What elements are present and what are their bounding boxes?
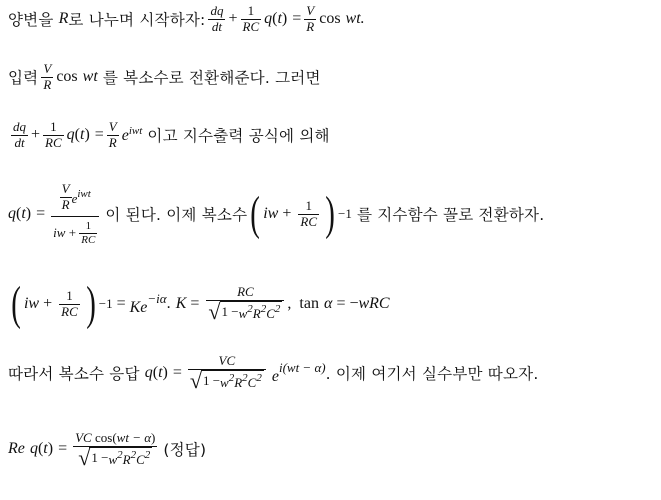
line-6: 따라서 복소수 응답 q ( t ) = VC √ 1 − $w^2R^2C^2$ $e^{i(wt - \alpha)}$ . 이제 여기서 실수부만 따오자. xyxy=(8,353,539,393)
fraction-response: VC √ 1 − $w^2R^2C^2$ xyxy=(188,354,266,392)
line-1-text: 양변을 xyxy=(8,11,54,30)
line-1-text2: 로 나누며 시작하자: xyxy=(68,11,206,30)
fraction-1-RC-4: $\frac{1}{RC}$ xyxy=(61,287,78,319)
line-7: Re q ( t ) = VC cos(wt − α) √ 1 − $w^2R^2C^2$ (정답) xyxy=(8,430,207,471)
fraction-1-RC-3: $\frac{1}{RC}$ xyxy=(300,197,318,229)
answer-label: (정답) xyxy=(163,440,207,459)
fraction-real-part: VC cos(wt − α) √ 1 − $w^2R^2C^2$ xyxy=(75,430,156,471)
fraction-solution: $\frac{V}{R}$ $e^{iwt}$ iw + $\frac{1}{RC}$ xyxy=(51,182,99,246)
line-4: q ( t ) = $\frac{V}{R}$ $e^{iwt}$ iw + $\frac{1}{RC}$ 이 된다. 이제 복소수 ( iw + $\frac{1}{RC}$ ) −1 를 지수함수 꼴로 전환하자. xyxy=(8,181,545,246)
fraction-V-R: $\frac{V}{R}$ xyxy=(306,3,315,34)
line-2: 입력 $\frac{V}{R}$ cos wt 를 복소수로 전환해준다. 그러면 xyxy=(8,61,321,92)
line-1: 양변을 R 로 나누며 시작하자: $\frac{dq}{dt}$ + $\frac{1}{RC}$ q ( t ) = $\frac{V}{R}$ cos wt. xyxy=(8,3,365,34)
fraction-K: RC √ 1 − $w^2R^2C^2$ xyxy=(206,285,284,323)
line-3: $\frac{dq}{dt}$ + $\frac{1}{RC}$ q ( t ) = $\frac{V}{R}$ $e^{iwt}$ 이고 지수출력 공식에 의해 xyxy=(13,119,330,150)
fraction-dq-dt: $\frac{dq}{dt}$ xyxy=(210,3,224,34)
fraction-1-RC-2: $\frac{1}{RC}$ xyxy=(45,119,62,150)
fraction-dq-dt-2: $\frac{dq}{dt}$ xyxy=(13,119,26,150)
line-1-R: R xyxy=(58,10,69,28)
line-4-text2: 를 지수함수 꼴로 전환하자. xyxy=(356,206,545,225)
fraction-V-R-input: $\frac{V}{R}$ xyxy=(43,61,52,92)
line-2-text: 입력 xyxy=(8,69,39,88)
line-5: ( iw + $\frac{1}{RC}$ ) −1 = $Ke^{-i\alpha}$ . K = RC √ 1 − $w^2R^2C^2$ , tan α = − wRC xyxy=(11,277,390,330)
fraction-V-R-2: $\frac{V}{R}$ xyxy=(108,119,117,150)
line-3-text: 이고 지수출력 공식에 의해 xyxy=(147,127,330,146)
fraction-1-RC: $\frac{1}{RC}$ xyxy=(242,3,260,34)
line-6-text: 따라서 복소수 응답 xyxy=(8,365,140,384)
line-4-text: 이 된다. 이제 복소수 xyxy=(105,206,248,225)
line-6-text2: . 이제 여기서 실수부만 따오자. xyxy=(325,365,539,384)
line-2-text2: 를 복소수로 전환해준다. 그러면 xyxy=(102,69,321,88)
